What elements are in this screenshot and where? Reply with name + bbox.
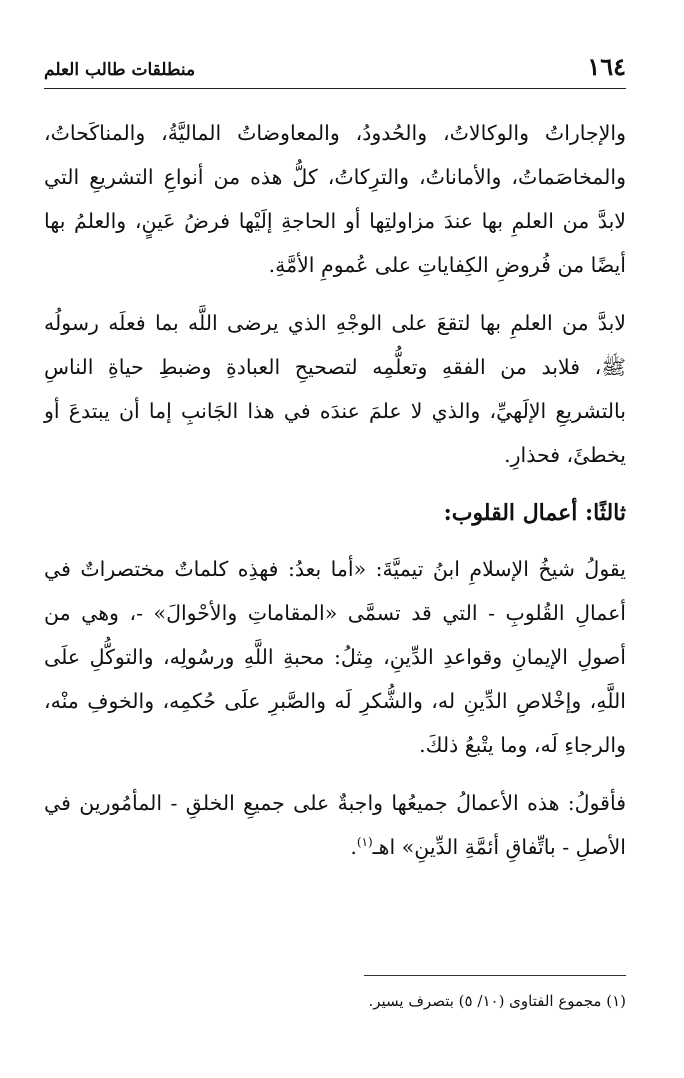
footnote-divider [364, 975, 626, 976]
paragraph-1: والإجاراتُ والوكالاتُ، والحُدودُ، والمعاوضاتُ الماليَّةُ، والمناكَحاتُ، والمخاصَماتُ، والأماناتُ، والترِكاتُ، كلُّ هذه من أنواعِ التشريعِ التي لابدَّ من العلمِ بها عندَ مزاولتِها أو الحاجةِ إلَيْها فرضُ عَينٍ، والعلمُ بها أيضًا من فُروضِ الكِفاياتِ على عُمومِ الأمَّةِ. [44, 121, 626, 277]
final-paragraph-ending: . [350, 835, 357, 859]
quote-paragraph: يقولُ شيخُ الإسلامِ ابنُ تيميَّةَ: «أما بعدُ: فهذِه كلماتٌ مختصراتٌ في أعمالِ القُلوبِ - التي قد تسمَّى «المقاماتِ والأحْوالَ» -، وهي من أصولِ الإيمانِ وقواعدِ الدِّينِ، مِثلُ: محبةِ اللَّهِ ورسُولِه، والتوكُّلِ علَى اللَّهِ، وإخْلاصِ الدِّينِ له، والشُّكرِ لَه والصَّبرِ علَى حُكمِه، والخوفِ منْه، والرجاءِ لَه، وما يتْبعُ ذلكَ. [44, 557, 626, 757]
section-heading: ثالثًا: أعمال القلوب: [443, 500, 626, 526]
footnote-reference[interactable]: (١) [356, 835, 373, 850]
running-title: منطلقات طالب العلم [44, 60, 196, 80]
footnote: (١) مجموع الفتاوى (١٠/ ٥) بتصرف يسير. [368, 992, 626, 1010]
page-number: ١٦٤ [587, 52, 626, 81]
page-body [44, 111, 626, 869]
page-header [44, 52, 626, 89]
final-paragraph-text: فأقولُ: هذه الأعمالُ جميعُها واجبةٌ على جميعِ الخلقِ - المأمُورين في الأصلِ - باتِّفاقِ أئمَّةِ الدِّينِ» اهـ [44, 791, 626, 859]
final-paragraph [44, 781, 626, 869]
paragraph-2: لابدَّ من العلمِ بها لتقعَ على الوجْهِ الذي يرضى اللَّه بما فعلَه رسولُه ﷺ، فلابد من الفقهِ وتعلُّمِه لتصحيحِ العبادةِ وضبطِ حياةِ الناسِ بالتشريعِ الإلَهيِّ، والذي لا علمَ عندَه في هذا الجَانبِ إما أن يبتدعَ أو يخطئَ، فحذارِ. [44, 311, 626, 467]
